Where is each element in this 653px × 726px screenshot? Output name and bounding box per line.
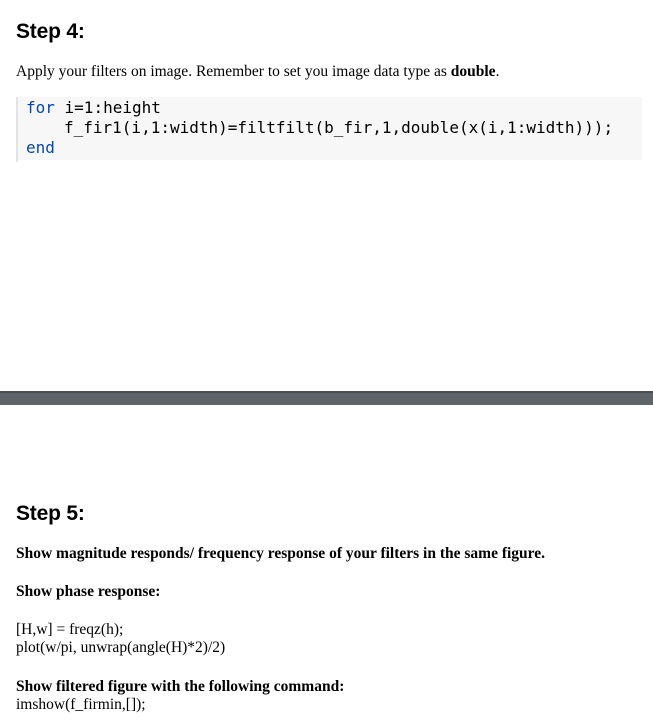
step4-instruction-suffix: .: [495, 63, 500, 80]
step5-filtered-label: Show filtered figure with the following command:: [16, 678, 345, 695]
code-line-3: [26, 138, 55, 158]
code-block-cut-edge: [18, 160, 642, 162]
step5-phase-code-1: [H,w] = freqz(h);: [16, 621, 124, 638]
step5-heading: Step 5:: [16, 502, 85, 525]
code-line-1-rest: i=1:height: [54, 98, 161, 117]
step5-phase-label: Show phase response:: [16, 583, 161, 600]
code-keyword-for: for: [26, 98, 55, 117]
section-divider-bar: [0, 391, 653, 405]
code-keyword-end: end: [26, 138, 55, 157]
step5-magnitude-instruction: Show magnitude responds/ frequency response of your filters in the same figure.: [16, 545, 546, 562]
step4-code-block: [16, 97, 642, 162]
code-line-1: [26, 98, 161, 118]
step5-phase-code-2: plot(w/pi, unwrap(angle(H)*2)/2): [16, 639, 226, 656]
step4-instruction: [16, 62, 499, 81]
step5-filtered-code: imshow(f_firmin,[]);: [16, 696, 146, 713]
step4-heading: Step 4:: [16, 20, 85, 43]
code-line-2: f_fir1(i,1:width)=filtfilt(b_fir,1,double(x(i,1:width)));: [64, 118, 614, 137]
step4-instruction-text: Apply your filters on image. Remember to set you image data type as: [16, 63, 451, 80]
step4-instruction-bold: double: [450, 63, 496, 80]
